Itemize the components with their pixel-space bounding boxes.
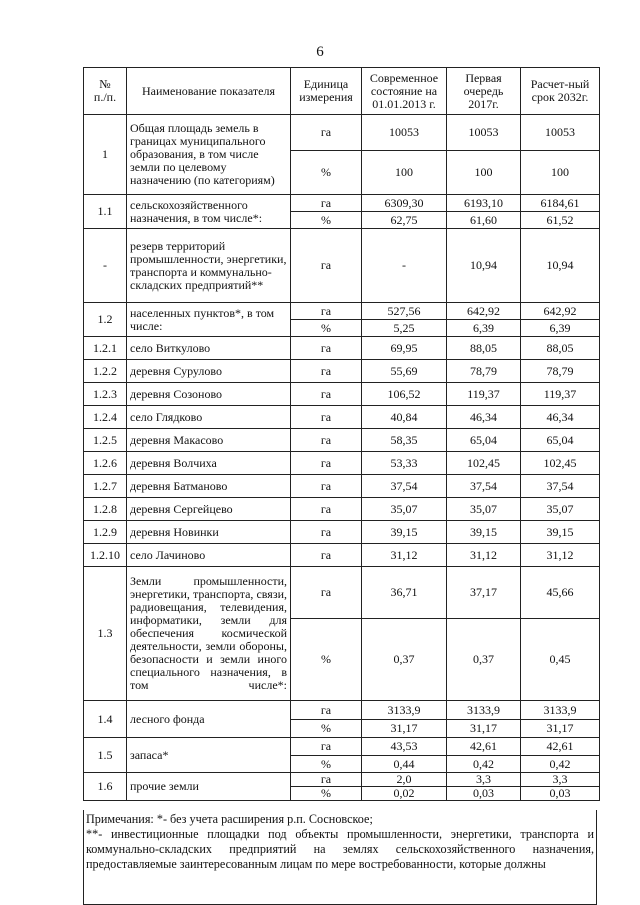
row-unit: % [291, 787, 362, 801]
row-name: лесного фонда [127, 701, 291, 738]
table-row [84, 701, 600, 720]
note-line-2: **- инвестиционные площадки под объекты промышленности, энергетики, транспорта и коммунально-складских предприятий на землях сельскохозяйственного назначения, предоставляемые заинтересованным лицам по мере востребованности, которые должны [86, 827, 594, 871]
value-first-stage: 102,45 [447, 452, 521, 475]
row-unit: га [291, 360, 362, 383]
row-unit: га [291, 406, 362, 429]
row-name: запаса* [127, 738, 291, 773]
value-calc-term: 100 [521, 151, 600, 195]
col-header-num: № п./п. [84, 68, 127, 115]
row-unit: га [291, 738, 362, 756]
value-calc-term: 102,45 [521, 452, 600, 475]
value-first-stage: 42,61 [447, 738, 521, 756]
row-name: деревня Макасово [127, 429, 291, 452]
value-current: 69,95 [362, 337, 447, 360]
value-calc-term: 10,94 [521, 229, 600, 303]
row-name: деревня Сергейцево [127, 498, 291, 521]
col-header-first-stage: Первая очередь 2017г. [447, 68, 521, 115]
col-header-unit: Единица измерения [291, 68, 362, 115]
table-row [84, 303, 600, 320]
value-first-stage: 3,3 [447, 773, 521, 787]
value-calc-term: 65,04 [521, 429, 600, 452]
value-current: 6309,30 [362, 195, 447, 212]
value-current: 53,33 [362, 452, 447, 475]
row-unit: % [291, 619, 362, 701]
value-first-stage: 39,15 [447, 521, 521, 544]
value-current: 62,75 [362, 212, 447, 229]
value-first-stage: 61,60 [447, 212, 521, 229]
row-name: прочие земли [127, 773, 291, 801]
row-unit: га [291, 773, 362, 787]
table-header-row [84, 68, 600, 115]
value-first-stage: 46,34 [447, 406, 521, 429]
col-header-current: Современное состояние на 01.01.2013 г. [362, 68, 447, 115]
value-current: 35,07 [362, 498, 447, 521]
row-name: резерв территорий промышленности, энергетики, транспорта и коммунально-складских предприятий** [127, 229, 291, 303]
table-row [84, 360, 600, 383]
row-unit: % [291, 320, 362, 337]
value-current: 0,37 [362, 619, 447, 701]
value-current: 527,56 [362, 303, 447, 320]
value-current: 36,71 [362, 567, 447, 619]
value-current: 58,35 [362, 429, 447, 452]
row-unit: га [291, 115, 362, 151]
row-name: Общая площадь земель в границах муниципального образования, в том числе земли по целевому назначению (по категориям) [127, 115, 291, 195]
table-row [84, 567, 600, 619]
value-calc-term: 88,05 [521, 337, 600, 360]
value-first-stage: 31,17 [447, 720, 521, 738]
row-name: деревня Волчиха [127, 452, 291, 475]
row-number: 1.2 [84, 303, 127, 337]
table-row [84, 337, 600, 360]
row-number: 1.6 [84, 773, 127, 801]
row-number: 1.1 [84, 195, 127, 229]
notes-section [83, 810, 597, 905]
row-name: деревня Новинки [127, 521, 291, 544]
value-calc-term: 42,61 [521, 738, 600, 756]
table-row [84, 738, 600, 756]
row-unit: % [291, 151, 362, 195]
row-number: 1.5 [84, 738, 127, 773]
row-name: село Виткулово [127, 337, 291, 360]
row-number: 1.2.8 [84, 498, 127, 521]
row-unit: га [291, 383, 362, 406]
row-number: 1.2.7 [84, 475, 127, 498]
row-number: 1.4 [84, 701, 127, 738]
value-first-stage: 65,04 [447, 429, 521, 452]
row-unit: га [291, 475, 362, 498]
value-current: 100 [362, 151, 447, 195]
value-first-stage: 0,03 [447, 787, 521, 801]
value-calc-term: 0,45 [521, 619, 600, 701]
value-calc-term: 3,3 [521, 773, 600, 787]
value-calc-term: 0,42 [521, 756, 600, 773]
row-name: сельскохозяйственного назначения, в том числе*: [127, 195, 291, 229]
row-number: 1.3 [84, 567, 127, 701]
row-name: деревня Созоново [127, 383, 291, 406]
row-name: населенных пунктов*, в том числе: [127, 303, 291, 337]
row-unit: % [291, 212, 362, 229]
row-number: - [84, 229, 127, 303]
table-row [84, 229, 600, 303]
row-unit: га [291, 303, 362, 320]
table-row [84, 383, 600, 406]
value-calc-term: 35,07 [521, 498, 600, 521]
value-calc-term: 78,79 [521, 360, 600, 383]
row-number: 1.2.1 [84, 337, 127, 360]
value-first-stage: 642,92 [447, 303, 521, 320]
table-row [84, 452, 600, 475]
row-unit: га [291, 701, 362, 720]
col-header-name: Наименование показателя [127, 68, 291, 115]
row-name: село Лачиново [127, 544, 291, 567]
value-calc-term: 46,34 [521, 406, 600, 429]
value-first-stage: 31,12 [447, 544, 521, 567]
value-calc-term: 31,17 [521, 720, 600, 738]
row-unit: га [291, 521, 362, 544]
value-first-stage: 10053 [447, 115, 521, 151]
value-current: 40,84 [362, 406, 447, 429]
value-current: 55,69 [362, 360, 447, 383]
value-calc-term: 6,39 [521, 320, 600, 337]
row-unit: га [291, 429, 362, 452]
value-current: 39,15 [362, 521, 447, 544]
row-unit: га [291, 452, 362, 475]
table-row [84, 498, 600, 521]
row-unit: га [291, 544, 362, 567]
value-first-stage: 37,54 [447, 475, 521, 498]
value-current: 37,54 [362, 475, 447, 498]
row-name: деревня Сурулово [127, 360, 291, 383]
col-header-calc-term: Расчет-ный срок 2032г. [521, 68, 600, 115]
table-row [84, 544, 600, 567]
value-first-stage: 3133,9 [447, 701, 521, 720]
row-name: Земли промышленности, энергетики, транспорта, связи, радиовещания, телевидения, информатики, земли для обеспечения космической деятельности, земли обороны, безопасности и земли иного специального назначения, в том числе*: [127, 567, 291, 701]
land-balance-table [83, 67, 600, 801]
row-number: 1 [84, 115, 127, 195]
note-line-1: Примечания: *- без учета расширения р.п. Сосновское; [86, 812, 373, 826]
value-current: 2,0 [362, 773, 447, 787]
value-calc-term: 10053 [521, 115, 600, 151]
value-calc-term: 642,92 [521, 303, 600, 320]
value-first-stage: 6,39 [447, 320, 521, 337]
value-current: 31,12 [362, 544, 447, 567]
value-calc-term: 0,03 [521, 787, 600, 801]
table-row [84, 475, 600, 498]
value-current: 0,44 [362, 756, 447, 773]
value-first-stage: 0,42 [447, 756, 521, 773]
value-first-stage: 35,07 [447, 498, 521, 521]
row-unit: га [291, 229, 362, 303]
row-number: 1.2.3 [84, 383, 127, 406]
row-name: деревня Батманово [127, 475, 291, 498]
value-first-stage: 37,17 [447, 567, 521, 619]
value-current: 31,17 [362, 720, 447, 738]
row-number: 1.2.5 [84, 429, 127, 452]
row-unit: га [291, 195, 362, 212]
value-calc-term: 45,66 [521, 567, 600, 619]
value-calc-term: 3133,9 [521, 701, 600, 720]
row-number: 1.2.9 [84, 521, 127, 544]
table-row [84, 429, 600, 452]
value-current: 10053 [362, 115, 447, 151]
row-unit: % [291, 720, 362, 738]
table-row [84, 195, 600, 212]
table-row [84, 521, 600, 544]
value-calc-term: 39,15 [521, 521, 600, 544]
value-current: 106,52 [362, 383, 447, 406]
value-calc-term: 119,37 [521, 383, 600, 406]
value-calc-term: 61,52 [521, 212, 600, 229]
value-calc-term: 37,54 [521, 475, 600, 498]
value-first-stage: 119,37 [447, 383, 521, 406]
row-number: 1.2.10 [84, 544, 127, 567]
value-current: 0,02 [362, 787, 447, 801]
value-current: 3133,9 [362, 701, 447, 720]
table-row [84, 115, 600, 151]
table-row [84, 773, 600, 787]
row-number: 1.2.6 [84, 452, 127, 475]
value-first-stage: 10,94 [447, 229, 521, 303]
row-number: 1.2.4 [84, 406, 127, 429]
value-first-stage: 88,05 [447, 337, 521, 360]
value-current: 43,53 [362, 738, 447, 756]
row-unit: га [291, 337, 362, 360]
value-first-stage: 6193,10 [447, 195, 521, 212]
row-name: село Глядково [127, 406, 291, 429]
value-first-stage: 78,79 [447, 360, 521, 383]
row-unit: га [291, 498, 362, 521]
value-current: 5,25 [362, 320, 447, 337]
row-unit: % [291, 756, 362, 773]
value-calc-term: 31,12 [521, 544, 600, 567]
table-row [84, 406, 600, 429]
value-current: - [362, 229, 447, 303]
value-calc-term: 6184,61 [521, 195, 600, 212]
page-number: 6 [316, 44, 324, 60]
value-first-stage: 100 [447, 151, 521, 195]
row-number: 1.2.2 [84, 360, 127, 383]
value-first-stage: 0,37 [447, 619, 521, 701]
row-unit: га [291, 567, 362, 619]
